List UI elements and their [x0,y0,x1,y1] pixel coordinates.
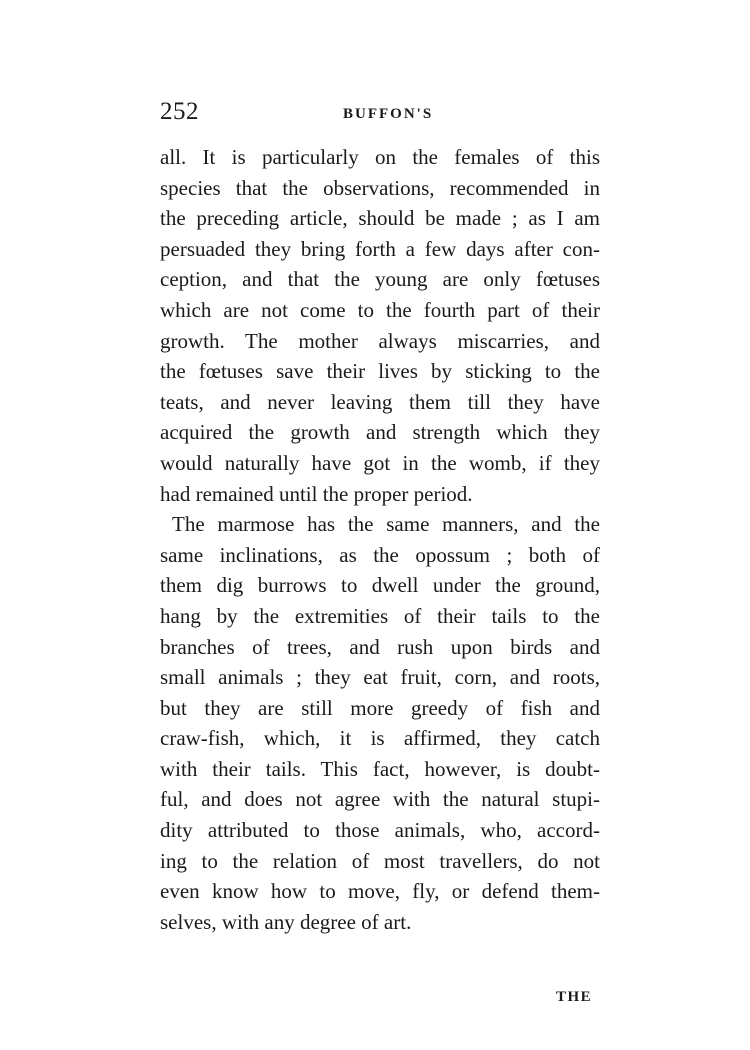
text-line: same inclinations, as the opossum ; both of [160,542,600,567]
body-text [160,142,600,937]
text-line: dity attributed to those animals, who, accord- [160,818,600,843]
text-line: small animals ; they eat fruit, corn, and roots, [160,665,600,690]
text-line: persuaded they bring forth a few days after con- [160,236,600,261]
text-line: the preceding article, should be made ; as I am [160,206,600,231]
text-line: but they are still more greedy of fish and [160,695,600,720]
text-line: teats, and never leaving them till they have [160,389,600,414]
text-line: all. It is particularly on the females of this [160,145,600,169]
page-number: 252 [160,98,199,125]
catchword: THE [556,989,593,1005]
text-line: ception, and that the young are only fœtuses [160,267,600,292]
text-line: craw-fish, which, it is affirmed, they catch [160,726,600,751]
text-line: them dig burrows to dwell under the ground, [160,573,600,598]
text-line: growth. The mother always miscarries, and [160,328,600,353]
text-line: acquired the growth and strength which they [160,420,600,445]
text-line: ful, and does not agree with the natural stupi- [160,787,600,812]
text-line: species that the observations, recommended in [160,175,600,200]
paragraph-2 [160,509,600,937]
text-line: would naturally have got in the womb, if they [160,450,600,475]
text-line: branches of trees, and rush upon birds and [160,634,600,659]
text-line: hang by the extremities of their tails to the [160,603,600,628]
text-line: which are not come to the fourth part of their [160,297,600,322]
paragraph-1 [160,142,600,509]
text-line: selves, with any degree of art. [160,909,412,934]
text-line: The marmose has the same manners, and the [172,512,600,537]
text-line: had remained until the proper period. [160,481,473,506]
text-line: the fœtuses save their lives by sticking to the [160,359,600,384]
text-line: ing to the relation of most travellers, do not [160,848,600,873]
text-line: even know how to move, fly, or defend them- [160,879,600,904]
page-header [160,96,600,128]
running-head: BUFFON'S [343,106,434,122]
text-line: with their tails. This fact, however, is doubt- [160,756,600,781]
